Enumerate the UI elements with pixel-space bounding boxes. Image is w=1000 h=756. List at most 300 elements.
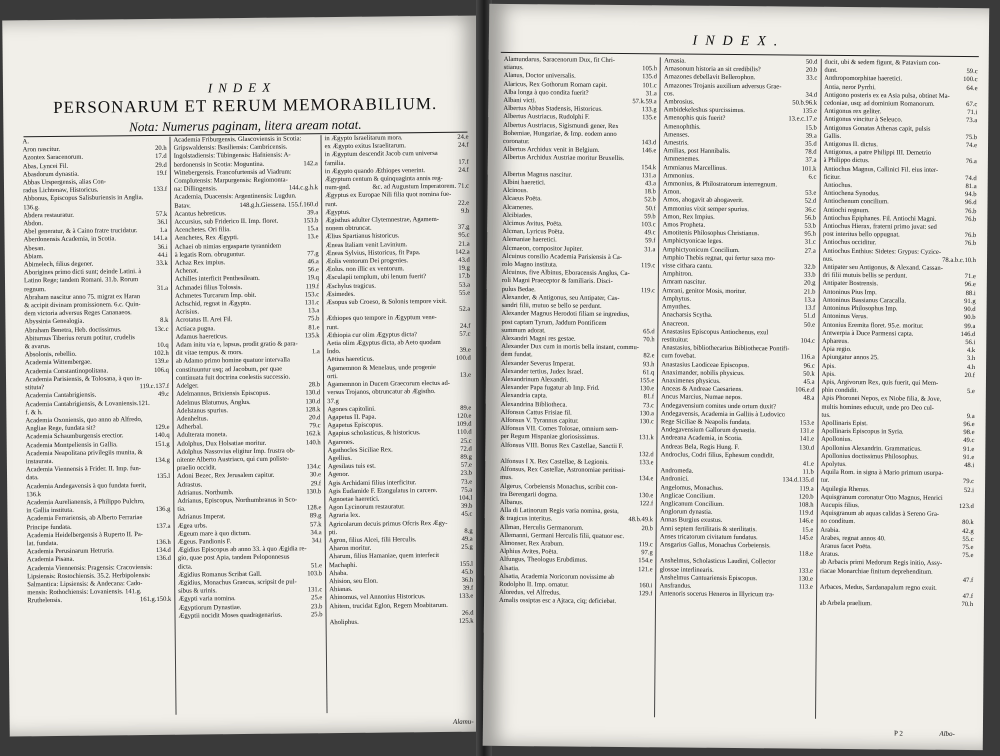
index-entry-text: Andreana Academia, in Scotia.	[660, 434, 743, 443]
index-entry-text: Amilias, post Hannibalis.	[663, 147, 731, 156]
index-entry-page: 134.g	[154, 456, 170, 464]
index-entry	[330, 618, 474, 628]
index-entry-text: pulus Bedae.	[501, 285, 536, 293]
index-entry-text: Antigono posteris ex ea Asia pulsa, obtinet Ma-	[824, 91, 950, 100]
index-entry-text: Apollinaris Episcopus in Syria.	[821, 427, 904, 436]
index-entry-text: Abesan.	[23, 244, 46, 252]
index-entry-page: 119.c	[640, 286, 656, 294]
index-entry-page: 27.a	[804, 247, 816, 255]
index-entry-page: 20.b	[805, 66, 818, 74]
index-entry-page	[654, 123, 656, 131]
index-entry-page	[469, 380, 471, 388]
index-entry-text: Ammianus Marcellinus.	[663, 163, 727, 172]
index-entry-page: 31.a	[645, 90, 657, 98]
index-entry-text: Anthropomorphitae haeretici.	[824, 75, 903, 83]
index-entry-text: Antoninus Verus.	[822, 313, 868, 321]
index-entry	[325, 191, 469, 201]
index-entry-page	[653, 312, 655, 320]
index-entry-page: 75.e	[962, 552, 974, 560]
index-entry-page: 144.c.g.h.k	[288, 184, 319, 192]
index-entry-page: 32.b	[804, 263, 816, 271]
index-entry-page: 133.g	[641, 106, 657, 114]
index-entry-page: 33.b	[803, 271, 816, 279]
index-entry-page: 53.b	[804, 222, 817, 230]
index-entry-text: Alphius Avites, Poëta.	[499, 548, 558, 556]
index-entry-page: 19.f	[156, 169, 167, 177]
index-entry-text: Machaphi.	[328, 561, 358, 569]
index-entry-page: 136.d	[156, 555, 171, 563]
index-entry-page: 46.a	[307, 258, 319, 266]
index-entry-page: 25.c	[460, 437, 472, 445]
index-entry-text: Salmantica: Lipsiensis: & Andecana: Cado-	[27, 580, 143, 589]
index-entry-text: Ahitem, trucidat Eglon, Regem Moabitarum.	[329, 601, 448, 610]
index-entry-page	[165, 202, 167, 210]
index-entry-text: Æsimedes.	[326, 290, 355, 299]
index-entry-page: 97.g	[641, 549, 653, 557]
index-entry-text: Antiochus Magnus, Callinici Fil. eius inter-	[823, 165, 939, 174]
index-entry-text: & tragicus interitus.	[499, 515, 553, 523]
index-entry-text: Andegavensium comites unde ortum duxit?	[661, 401, 777, 410]
index-entry-page: 76.b	[964, 207, 977, 215]
index-entry-text: f. & h.	[25, 408, 43, 417]
index-entry-page: 109.d	[456, 420, 472, 428]
index-entry-page: 31.a	[644, 245, 656, 253]
index-entry-page: 24.f	[458, 166, 469, 174]
index-entry-page: 81.f	[643, 393, 655, 401]
index-entry-text: Abdera restauratur.	[23, 211, 74, 220]
index-entry-page: 151.g	[154, 440, 170, 448]
index-entry-text: praelio occidit.	[176, 464, 217, 472]
index-entry-text: dicta.	[177, 563, 193, 571]
index-entry-page: 52.i	[963, 486, 975, 494]
index-entry-page	[168, 514, 170, 522]
right-column-3	[816, 59, 981, 720]
index-entry-text: cos.	[663, 90, 675, 98]
index-entry-page: 47.f	[962, 576, 974, 584]
index-entry-page	[167, 399, 169, 407]
index-entry-text: cedoniae, usq; ad dominium Romanorum.	[824, 99, 935, 108]
index-entry-page: 34.a	[310, 528, 322, 537]
index-entry-text: Adulterata moneta.	[176, 431, 228, 440]
index-entry-page: 71.i	[967, 109, 978, 117]
index-entry-page: 19.q	[307, 274, 320, 282]
index-entry-page: 36.i	[157, 243, 168, 251]
index-entry-page: 4.k	[966, 347, 976, 355]
index-entry-text: Alcibiades.	[502, 211, 533, 220]
index-entry-text: Ammonius, & Philostratorum interregnum.	[662, 180, 778, 189]
left-column-1	[19, 137, 176, 717]
index-entry-page: 82.e	[643, 352, 655, 360]
index-entry-text: Albertus Archidux Austriae moritur Bruxellis.	[502, 154, 625, 163]
index-entry-text: Academia Aurelianensis, à Philippo Pulchro,	[26, 497, 145, 507]
index-entry-page: 73.e	[460, 478, 473, 486]
index-entry-page: 13.a	[308, 307, 320, 315]
index-entry-page: 1.a	[159, 227, 168, 235]
index-entry-page: 119.a	[799, 485, 814, 493]
index-entry-page: 3.h	[966, 355, 976, 363]
index-entry-text: Ancus Marcius, Numae nepos.	[661, 393, 743, 402]
index-entry-page: 73.a	[966, 117, 978, 125]
index-entry-text: Aëtius haereticus.	[326, 356, 375, 364]
index-entry-text: Ægyptum centum & quinquaginta annis reg-	[324, 174, 443, 184]
index-entry-page: 39.e	[459, 346, 471, 355]
index-entry-page: 13c.c	[154, 325, 169, 333]
index-entry-text: Anshelmus, Scholasticus Laudini, Collector	[659, 557, 776, 566]
index-entry-page	[469, 388, 471, 396]
index-entry-text: Ammonius vixit semper spurius.	[662, 205, 749, 213]
index-entry-page: 57.k	[155, 210, 168, 218]
index-entry-page: 141.a	[153, 235, 168, 243]
index-entry-page: 57.c	[459, 330, 471, 338]
index-entry-text: Aquilegia Rhenus.	[820, 485, 870, 493]
index-entry-text: Æneas Italiam venit Lavinium.	[325, 240, 408, 249]
index-entry-text: Alfonsus, Rex Castellae, Astronomiae peritissi-	[500, 466, 626, 475]
index-entry-text: Anastasius, bibliothecarius Bibliothecae Pontifi-	[661, 344, 790, 353]
index-entry-page: 10.q	[157, 341, 169, 349]
index-entry-page: 136.h	[155, 538, 171, 546]
index-entry-text: Adrianus Imperat.	[177, 513, 226, 522]
index-entry-text: Agapetus II. Papa.	[327, 413, 377, 422]
index-entry-page: 76.b	[964, 240, 977, 248]
index-entry-text: Amynthes.	[661, 303, 691, 311]
index-entry-page	[467, 150, 469, 158]
index-entry-text: Andromeda.	[660, 467, 694, 475]
index-entry-text: Anglicae Concilium.	[660, 492, 716, 500]
index-entry-page: 37.a	[805, 157, 817, 165]
index-entry-text: ab Adamo primo homine quatuor intervalla	[175, 357, 290, 366]
index-entry-text: à Philippo dictus.	[823, 157, 870, 165]
index-entry-page: 96.e	[963, 420, 975, 429]
index-entry-page: 79.c	[309, 422, 321, 430]
index-entry-page: 61.q	[642, 368, 655, 377]
index-entry-page: 50.k	[803, 370, 815, 378]
index-entry-text: Adelstanus spurius.	[176, 406, 229, 415]
index-entry-page	[316, 193, 318, 201]
index-entry	[663, 180, 816, 190]
index-entry-text: radus Lichtenaw, Historicus.	[23, 186, 99, 195]
index-entry-page: 25.b	[310, 610, 323, 619]
index-entry-page	[651, 533, 653, 541]
index-entry-text: Anglicanum Concilium.	[660, 500, 724, 508]
index-entry-page: 113.e	[798, 583, 813, 591]
index-entry-page	[168, 449, 170, 457]
index-entry-text: 136.g.	[23, 203, 40, 211]
index-entry-page: 110.d	[456, 428, 472, 437]
index-entry	[659, 591, 812, 601]
index-entry-text: Ægypti varia nomina.	[178, 595, 236, 604]
index-entry-text: Actiaca pugna.	[175, 324, 216, 333]
index-entry-page	[165, 178, 167, 186]
index-entry-text: Antiochus Enthius: Sidetes: Grypus: Cyzice-	[822, 247, 942, 256]
index-entry-page	[974, 249, 976, 257]
index-entry	[823, 247, 976, 257]
index-entry	[499, 556, 652, 566]
index-entry-page: 77.g	[307, 250, 319, 258]
index-entry-text: Academia Cantabrigiensis, & Lovaniensis.121.	[25, 399, 150, 408]
index-entry-page: 91.g	[964, 297, 976, 305]
index-entry-page: 78.d	[805, 148, 817, 156]
index-entry-page: 131.a	[641, 172, 657, 180]
index-entry-page	[165, 194, 167, 202]
index-entry-page	[316, 152, 318, 160]
index-entry-page: 70.h	[643, 336, 655, 344]
index-entry-page	[320, 578, 322, 586]
index-entry-page	[653, 303, 655, 311]
index-entry-text: Amalis ossiptas esc a Ajtaca, ciq; deficiebat.	[499, 597, 617, 606]
index-entry-page	[319, 447, 321, 455]
running-head-left: INDEX	[207, 79, 277, 96]
index-entry-page: 116.a	[800, 353, 815, 361]
index-entry-text: Ahision, seu Elon.	[329, 577, 378, 586]
index-entry-page: 71.e	[964, 273, 976, 281]
index-entry-text: Academia Viennensis: Pragensis: Cracoviensis:	[26, 563, 153, 572]
index-entry-text: Aron nascitur.	[22, 146, 61, 154]
index-entry-page: 50.b.96.k	[792, 99, 818, 107]
index-entry-page: 123.d	[958, 502, 974, 511]
index-entry-page	[318, 373, 320, 381]
index-entry-text: Alexandrinum Alexandri.	[500, 375, 569, 384]
index-entry-text: Agathocles Siciliae Rex.	[327, 446, 393, 454]
index-entry-text: Ammonius.	[663, 172, 695, 180]
index-entry-page: 75.e	[962, 543, 974, 552]
index-entry-text: Agapetus Episcopus.	[327, 421, 383, 430]
index-entry-text: Academia Oxoniensis, quo anno ab Alfredo,	[25, 415, 143, 425]
index-entry-text: Abbas Urspergensis, alias Con-	[22, 178, 107, 187]
index-entry-text: & avarus.	[24, 343, 51, 351]
index-entry-page	[164, 137, 166, 145]
index-entry-text: Alaricus, Rex Gothorum Romam capit.	[503, 80, 608, 89]
index-entry-text: Alemaniae haeretici.	[502, 236, 557, 244]
index-entry-text: Alfonsus V. Tyrannus capitur.	[500, 416, 579, 425]
index-entry-page: 95.c	[458, 232, 470, 240]
index-entry-page	[651, 574, 653, 582]
index-entry-page: 153.e	[799, 419, 815, 427]
index-entry-page: 142.a	[455, 248, 470, 256]
index-entry-text: Academia Montpeliensis in Gallia.	[25, 440, 118, 449]
index-entry-text: Ægea urbs.	[177, 521, 208, 530]
index-entry-text: sibus & urinis.	[178, 587, 217, 595]
index-entry-text: in Gallia instituta.	[26, 506, 74, 515]
index-entry-page: 128.k	[305, 405, 321, 414]
index-entry-text: Amrani, genitor Mosis, moritur.	[662, 287, 747, 295]
index-entry-text: gio, quae post Apia, tandem Peloponnesus	[177, 553, 290, 563]
index-entry-page: 52.a	[459, 305, 471, 314]
index-entry-page: 148.g.h.Giessena. 155.f.160.d	[239, 200, 319, 209]
index-entry-page: 139.e	[154, 358, 169, 366]
index-entry-page	[318, 365, 320, 373]
index-entry-page: 132.d	[638, 450, 654, 459]
index-entry-text: Ansgarius Gallus, Monachus Corbeiensis.	[659, 541, 771, 550]
index-entry-text: Alexandrina Bibliotheca.	[500, 400, 568, 409]
index-entry-page: 41.e	[802, 460, 814, 468]
index-entry-page: 146.e	[798, 517, 814, 526]
index-entry-page: 53.e	[805, 189, 817, 197]
index-entry-text: Alfonsus VII. Comes Tolosae, omnium sem-	[500, 425, 619, 434]
index-entry-text: Alba longa à quo condita fuerit?	[503, 88, 589, 97]
index-entry	[821, 403, 974, 413]
index-entry-page: 145.e	[798, 534, 814, 542]
index-entry-text: Aharum, filius Hamaniae, quem interfecit	[328, 552, 440, 561]
index-entry-text: Alexander, & Antigonus, seu Antipater, Cas-	[501, 293, 620, 302]
index-entry-page: 118.e	[798, 550, 814, 558]
index-entry-text: Anni septem fertilitatis & sterilitatis.	[659, 524, 757, 533]
index-entry-page	[653, 344, 655, 352]
index-entry-text: dit vitae tempus. & mors.	[175, 349, 243, 358]
index-entry-text: Achaz Rex impius.	[174, 259, 226, 267]
index-entry-text: Academia Andegavensis à quo fundata fuerit,	[26, 481, 147, 490]
index-entry-text: roli Magni Praeceptor & familiaris. Disci-	[501, 277, 613, 286]
index-entry-page	[651, 467, 653, 475]
index-entry-text: Antipater Bostrensis.	[822, 280, 879, 288]
index-entry-page: 15.e	[802, 526, 814, 534]
index-entry-text: Agones capitolini.	[327, 405, 376, 413]
index-entry-page	[811, 592, 813, 600]
right-columns	[495, 56, 981, 720]
index-entry-text: Abiturnus Tiberius rerum potitur, crudelis	[24, 334, 135, 343]
index-entry-text: data.	[26, 474, 39, 482]
index-entry-page: 143.d	[641, 139, 657, 147]
index-entry-page: 90.d	[964, 306, 976, 314]
index-entry-text: versus Trojanos, obtruncatur ab Ægistho.	[327, 388, 436, 397]
index-entry-text: Aranus facet Poëta.	[820, 542, 872, 551]
index-entry-text: Amram nascitur.	[662, 278, 707, 287]
left-columns	[19, 134, 477, 717]
index-entry-text: in Ægypto Israelitarum mora.	[324, 134, 403, 143]
index-entry-text: & accipit divinam promissionem. 6.c. Quin-	[24, 301, 141, 310]
index-entry-text: Amon.	[662, 188, 682, 196]
index-entry-page: 96.e	[964, 281, 976, 289]
index-entry-text: Æolus. non illic ex ventorum.	[325, 265, 405, 274]
index-entry-text: Adrianus, Episcopus, Northumbranus in Sco-	[177, 496, 298, 505]
index-entry-text: pti.	[328, 528, 338, 536]
index-entry-page: 45.a	[803, 378, 815, 386]
index-entry-page: 35.d	[805, 140, 817, 148]
index-entry-page: 49.c	[157, 391, 170, 399]
index-entry-text: Æsopus sub Croeso, & Solonis tempore vixit.	[326, 297, 447, 307]
index-entry-text: ab Arbela praelium.	[819, 600, 872, 608]
index-entry-text: A.	[22, 138, 29, 146]
index-entry-page: 137.a	[156, 522, 171, 530]
index-entry-text: Academia Cantabrigiensis.	[25, 391, 97, 400]
index-entry-page: 1.a	[311, 348, 320, 356]
index-entry-text: Antiochenum concilium.	[823, 198, 889, 206]
index-entry-page: 5.e	[966, 388, 975, 396]
index-entry-text: Wittebergensis. Francofurtensis ad Viadrum:	[173, 168, 292, 177]
index-entry-page: 49.a	[461, 535, 473, 543]
index-entry-page: 42.g	[962, 527, 974, 535]
index-entry-page	[316, 143, 318, 151]
index-entry-page: 17.f	[458, 158, 469, 166]
index-entry-text: Ægidius Episcopus ab anno 33. à quo Ægidia re-	[177, 545, 307, 554]
index-entry-text: Alcmaeon, compositor Jupiter.	[502, 244, 584, 253]
index-entry-text: Ægidius Romanus Scribat Gall.	[178, 570, 262, 579]
index-entry-page: 15.b	[805, 124, 817, 132]
index-entry-page: 75.a	[460, 486, 473, 494]
index-entry-page: 81.a	[965, 183, 977, 191]
index-entry-page: 140.h	[305, 438, 321, 446]
index-entry-text: Arabia.	[820, 526, 840, 534]
index-entry-page: 36.h	[461, 576, 474, 584]
index-entry-page: 161.g.150.k	[139, 596, 172, 604]
index-entry-page: 49.c	[644, 229, 656, 237]
index-entry-text: Academia Pisana.	[26, 556, 75, 564]
index-entry-page: 45.c	[461, 510, 473, 519]
index-entry-text: Antigonus Gonatas Athenas capit, pulsis	[823, 124, 931, 133]
index-entry-text: Adolphus Nassovius eligitur Imp. frustra ob-	[176, 447, 296, 456]
index-entry-text: Anacreon.	[661, 319, 690, 328]
index-entry-text: Aucupis filius.	[820, 501, 860, 510]
index-entry-text: Acrisius.	[175, 308, 200, 316]
index-entry-text: Antigonus, a patre Philippi III. Demetrio	[823, 148, 932, 157]
index-entry-text: orti.	[326, 372, 338, 381]
index-entry-page	[812, 403, 814, 411]
index-entry-text: Agricolarum decuis primus Ofcris Rex Ægy-	[328, 519, 448, 528]
index-entry-text: Academia Perusinarum Hetruria.	[26, 547, 114, 556]
index-entry-text: Agenor.	[328, 471, 350, 479]
index-entry-page: 130.e	[639, 385, 655, 393]
index-entry-text: dem victoria adversus Reges Cananaeos.	[24, 309, 132, 318]
index-entry-page: 33.k	[156, 259, 168, 267]
index-entry-page: 26.d	[461, 609, 474, 617]
index-entry-text: dri filii mutuis bellis se perdunt.	[822, 272, 908, 280]
index-entry-text: Agellius.	[327, 454, 352, 463]
index-entry-text: Amphitron.	[662, 270, 693, 278]
index-entry-page	[975, 126, 977, 134]
index-entry	[820, 567, 973, 577]
index-entry-text: Alexander tertius, Judex Israel.	[501, 367, 584, 376]
index-entry-page	[469, 396, 471, 404]
index-entry-page	[319, 455, 321, 463]
index-entry-page: 39.b	[460, 502, 473, 510]
index-entry-text: Ægisthus adulter Clytemnestrae, Agamem-	[325, 215, 439, 225]
index-entry-page	[812, 411, 814, 419]
index-entry-page: 6.c	[808, 173, 817, 181]
index-entry-page: 130.b	[306, 487, 322, 496]
index-entry	[664, 82, 817, 92]
index-entry-text: tus.	[821, 411, 831, 419]
index-entry-text: Apis Phoronei Nepos, ex Niobe filia, & Jove,	[821, 395, 942, 404]
index-entry-page	[319, 496, 321, 504]
index-entry-text: Apis, Argivorum Rex, quis fuerit, qui Mem-	[821, 378, 939, 387]
index-entry-page: 17.b	[458, 273, 471, 281]
index-entry-page	[815, 83, 817, 91]
index-entry-text: Aborigines primo dicti sunt; deinde Latini. à	[23, 268, 142, 277]
index-entry-page	[168, 481, 170, 489]
index-entry-text: Anaximander, nobilis physicus.	[661, 369, 745, 377]
index-entry	[25, 399, 169, 409]
index-entry-page: 56.b	[804, 214, 817, 222]
index-entry-text: riacae Monarchiae finitum deprehenditum.	[819, 567, 933, 576]
index-entry-text: ab Arbacis primi Medorum Regis initio, Assy-	[820, 559, 943, 568]
index-entry-text: restituitur.	[661, 336, 689, 344]
index-entry-text: nus.	[822, 255, 834, 263]
index-entry-text: Angliae Rege, fundata sit?	[25, 424, 96, 433]
index-entry-text: Alcuinus consilio Academia Parisiensis à Ca-	[502, 252, 623, 261]
index-entry-text: Albertus Austriacus, Sigismundi gener, Rex	[503, 121, 619, 130]
index-entry-page: 153.c	[304, 291, 320, 299]
index-entry-page: 79.c	[962, 478, 975, 486]
index-entry-page	[973, 380, 975, 388]
index-entry-page: 59.f	[645, 237, 656, 245]
index-entry-page: 134.e	[638, 475, 654, 483]
index-entry-page	[975, 150, 977, 158]
index-entry	[503, 154, 656, 164]
index-entry-page: 131.k	[638, 434, 654, 442]
index-entry-text: Alcimus Avitus, Poëta.	[502, 220, 563, 228]
index-entry-text: Agamemnon & Menelaus, unde progenie	[326, 363, 436, 372]
index-entry-page: 20.f	[964, 371, 976, 379]
index-entry-text: post interitus bello oppugnat.	[822, 231, 900, 239]
